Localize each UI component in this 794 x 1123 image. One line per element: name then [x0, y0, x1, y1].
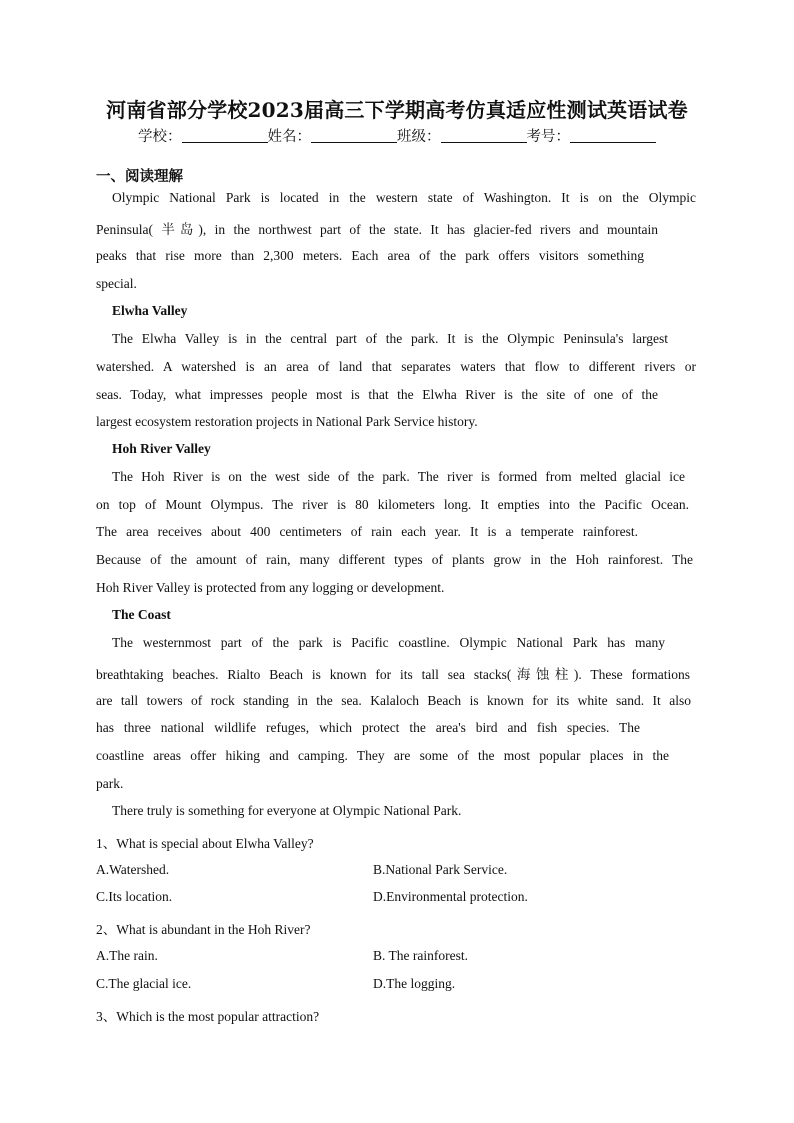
passage-line: on top of Mount Olympus. The river is 80 kilometers long. It empties into the Pacific Ocean.: [96, 497, 689, 512]
passage-line: watershed. A watershed is an area of land that separates waters that flow to different rivers or: [96, 359, 696, 374]
class-blank[interactable]: [441, 128, 527, 143]
student-info-line: [0, 125, 794, 146]
school-blank[interactable]: [182, 128, 268, 143]
passage-line: Olympic National Park is located in the western state of Washington. It is on the Olympic: [112, 190, 696, 205]
option-b[interactable]: B.National Park Service.: [373, 862, 508, 877]
passage-line: are tall towers of rock standing in the sea. Kalaloch Beach is known for its white sand. It also: [96, 693, 691, 708]
school-label: 学校：: [138, 129, 182, 145]
option-c[interactable]: C.The glacial ice.: [96, 976, 192, 991]
passage-line: coastline areas offer hiking and camping. They are some of the most popular places in the: [96, 748, 669, 763]
passage-line: park.: [96, 776, 124, 791]
passage-line: The Hoh River is on the west side of the park. The river is formed from melted glacial ice: [112, 469, 685, 484]
section-heading: 一、阅读理解: [96, 169, 183, 185]
passage-line: largest ecosystem restoration projects in National Park Service history.: [96, 414, 478, 429]
question-stem: 2、What is abundant in the Hoh River?: [96, 922, 311, 937]
option-a[interactable]: A.The rain.: [96, 948, 158, 963]
question-stem: 3、Which is the most popular attraction?: [96, 1009, 320, 1024]
passage-line: There truly is something for everyone at Olympic National Park.: [112, 803, 462, 818]
passage-line: Because of the amount of rain, many different types of plants grow in the Hoh rainforest. The: [96, 552, 693, 567]
class-label: 班级：: [397, 129, 441, 145]
passage-line: breathtaking beaches. Rialto Beach is known for its tall sea stacks(海蚀柱). These formations: [96, 667, 690, 682]
name-label: 姓名：: [267, 129, 311, 145]
subheading-elwha: Elwha Valley: [112, 303, 188, 318]
passage-line: Peninsula( 半岛), in the northwest part of the state. It has glacier-fed rivers and mountain: [96, 222, 658, 237]
passage-line: Hoh River Valley is protected from any logging or development.: [96, 580, 445, 595]
passage-line: peaks that rise more than 2,300 meters. Each area of the park offers visitors something: [96, 248, 644, 263]
exam-number-blank[interactable]: [570, 128, 656, 143]
passage-line: The westernmost part of the park is Pacific coastline. Olympic National Park has many: [112, 635, 665, 650]
passage-line: The area receives about 400 centimeters of rain each year. It is a temperate rainforest.: [96, 524, 638, 539]
option-d[interactable]: D.The logging.: [373, 976, 456, 991]
exam-number-label: 考号：: [526, 129, 570, 145]
option-d[interactable]: D.Environmental protection.: [373, 889, 528, 904]
subheading-hoh: Hoh River Valley: [112, 441, 211, 456]
option-b[interactable]: B. The rainforest.: [373, 948, 468, 963]
passage-line: The Elwha Valley is in the central part of the park. It is the Olympic Peninsula's largest: [112, 331, 668, 346]
passage-line: has three national wildlife refuges, which protect the area's bird and fish species. The: [96, 720, 640, 735]
option-c[interactable]: C.Its location.: [96, 889, 173, 904]
passage-line: special.: [96, 276, 137, 291]
subheading-coast: The Coast: [112, 607, 171, 622]
option-a[interactable]: A.Watershed.: [96, 862, 170, 877]
exam-title: 河南省部分学校2023届高三下学期高考仿真适应性测试英语试卷: [106, 98, 688, 122]
passage-line: seas. Today, what impresses people most is that the Elwha River is the site of one of the: [96, 387, 658, 402]
name-blank[interactable]: [311, 128, 397, 143]
question-stem: 1、What is special about Elwha Valley?: [96, 836, 314, 851]
